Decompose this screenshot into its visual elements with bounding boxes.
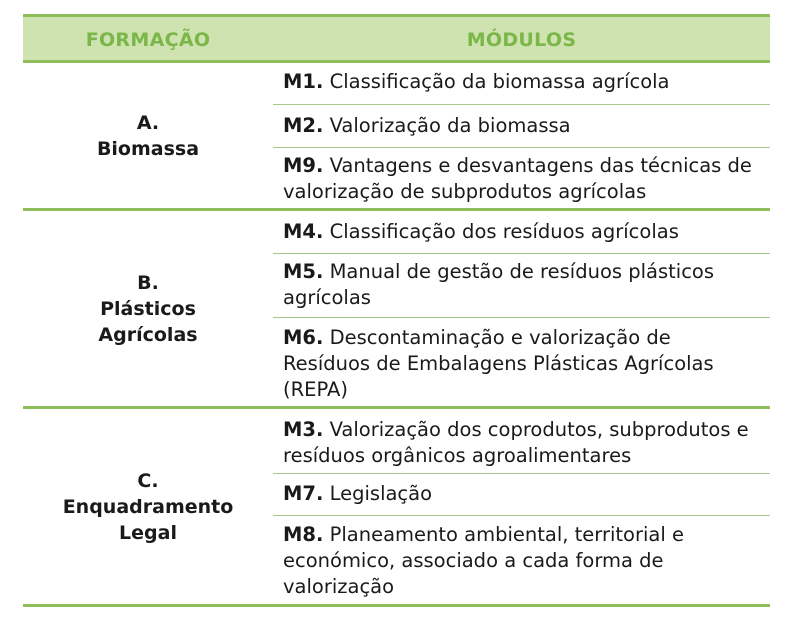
module-row — [273, 254, 770, 318]
module-code: M6. — [283, 326, 324, 349]
module-code: M7. — [283, 482, 324, 505]
module-row — [273, 474, 770, 516]
module-row — [273, 409, 770, 474]
module-code: M9. — [283, 154, 324, 177]
module-code: M4. — [283, 220, 324, 243]
module-text: Valorização da biomassa — [323, 114, 571, 137]
module-row — [273, 105, 770, 148]
group-enquadramento-legal — [23, 409, 770, 607]
module-text: Legislação — [323, 482, 433, 505]
module-text: Manual de gestão de resíduos plásticos agrícolas — [283, 260, 715, 309]
table-header — [23, 14, 770, 63]
formation-name-line: Agrícolas — [98, 323, 198, 346]
formation-letter: B. — [137, 271, 159, 294]
module-text: Classificação da biomassa agrícola — [323, 70, 670, 93]
formation-name: Biomassa — [96, 137, 200, 160]
module-text: Classificação dos resíduos agrícolas — [323, 220, 679, 243]
module-code: M1. — [283, 70, 324, 93]
module-text: Valorização dos coprodutos, subprodutos e resíduos orgânicos agroalimentares — [283, 418, 749, 467]
module-row — [273, 148, 770, 208]
module-code: M8. — [283, 523, 324, 546]
module-code: M2. — [283, 114, 324, 137]
formation-letter: C. — [137, 469, 159, 492]
module-row — [273, 318, 770, 406]
formation-name-line: Enquadramento — [62, 495, 234, 518]
formation-letter: A. — [136, 111, 160, 134]
header-formation: FORMAÇÃO — [85, 29, 211, 51]
formation-name-line: Plásticos — [100, 297, 196, 320]
module-row — [273, 211, 770, 254]
module-row — [273, 516, 770, 604]
formation-cell — [23, 409, 273, 604]
module-code: M3. — [283, 418, 324, 441]
module-text: Descontaminação e valorização de Resíduos de Embalagens Plásticas Agrícolas (REPA) — [283, 326, 714, 401]
header-modules: MÓDULOS — [466, 29, 577, 51]
module-text: Planeamento ambiental, territorial e económico, associado a cada forma de valorização — [283, 523, 684, 598]
formation-cell — [23, 63, 273, 208]
group-plasticos-agricolas — [23, 211, 770, 409]
formation-cell — [23, 211, 273, 406]
module-code: M5. — [283, 260, 324, 283]
formation-name-line: Legal — [119, 521, 177, 544]
module-text: Vantagens e desvantagens das técnicas de valorização de subprodutos agrícolas — [283, 154, 752, 203]
module-row — [273, 63, 770, 105]
group-biomassa — [23, 63, 770, 211]
